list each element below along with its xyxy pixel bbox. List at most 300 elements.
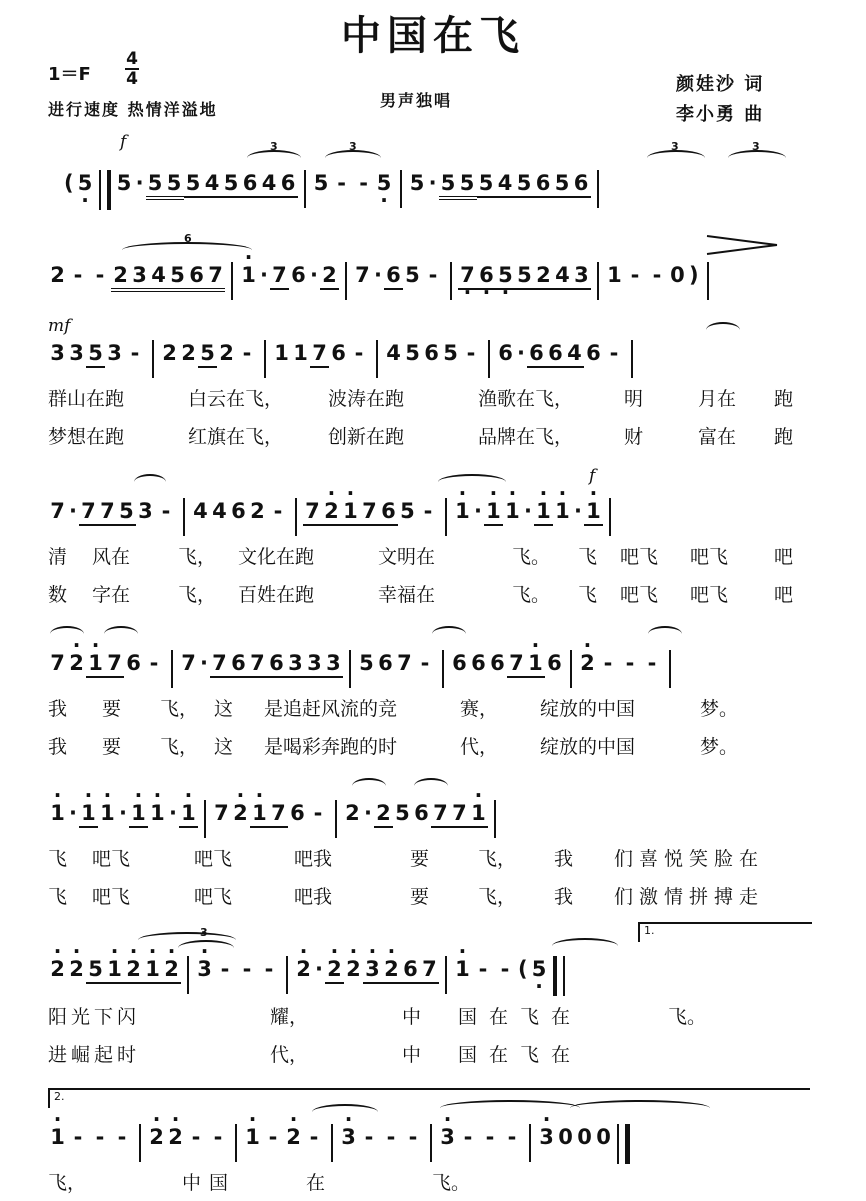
dash: - bbox=[408, 1125, 418, 1149]
note: 7 bbox=[248, 650, 267, 678]
note: 4 bbox=[212, 499, 227, 523]
dash: - bbox=[161, 499, 171, 523]
dash: - bbox=[609, 341, 619, 365]
time-signature-top: 4 bbox=[126, 49, 138, 69]
lyric: 吧飞 bbox=[690, 584, 729, 606]
score-row-7 bbox=[48, 956, 569, 996]
lyric: 国在飞在 bbox=[458, 1044, 583, 1066]
note: 3 bbox=[69, 341, 84, 365]
note: · 1 bbox=[250, 800, 269, 828]
lyric: 中国 bbox=[182, 1172, 237, 1194]
lyric: 飞， bbox=[160, 736, 199, 758]
lyric: 们喜悦笑脸在 bbox=[614, 848, 765, 870]
note: 6 bbox=[414, 801, 429, 825]
tempo-marking: 进行速度 热情洋溢地 bbox=[48, 100, 218, 119]
note: · 3 bbox=[363, 956, 382, 984]
lyric: 吧我 bbox=[294, 886, 333, 908]
slur bbox=[414, 778, 448, 794]
note: 3 bbox=[130, 262, 149, 292]
note: 6 bbox=[490, 651, 505, 675]
note: 2 bbox=[219, 341, 234, 365]
note: 5 bbox=[515, 262, 534, 290]
note: 6 bbox=[384, 262, 403, 290]
score-row-4 bbox=[48, 498, 617, 536]
final-barline bbox=[617, 1124, 630, 1164]
repeat-start-barline bbox=[99, 170, 111, 210]
note: 1 bbox=[274, 341, 289, 365]
lyric: 文明在 bbox=[378, 546, 436, 568]
volta-first-ending bbox=[638, 922, 812, 942]
augmentation-dot: · bbox=[315, 957, 323, 981]
note: 6 bbox=[401, 956, 420, 984]
barline bbox=[204, 800, 206, 838]
lyric: 国在飞在 bbox=[458, 1006, 583, 1028]
note: · 1 bbox=[553, 498, 572, 524]
lyric: 飞 bbox=[48, 886, 68, 908]
note: 0 bbox=[558, 1125, 573, 1149]
lyric: 群山在跑 bbox=[48, 388, 125, 410]
augmentation-dot: · bbox=[428, 171, 437, 195]
lyric: 我 bbox=[554, 848, 574, 870]
note: · 3 bbox=[537, 1124, 556, 1150]
augmentation-dot: · bbox=[69, 499, 77, 523]
barline bbox=[597, 262, 599, 300]
note: 7 bbox=[360, 498, 379, 526]
lyric: 中 bbox=[402, 1006, 422, 1028]
barline bbox=[264, 340, 266, 378]
note: 6 bbox=[241, 170, 260, 198]
triplet-number: 3 bbox=[349, 140, 357, 153]
lyric: 吧我 bbox=[294, 848, 333, 870]
augmentation-dot: · bbox=[517, 341, 525, 365]
augmentation-dot: · bbox=[373, 263, 382, 287]
note-paren: ) bbox=[688, 263, 699, 287]
dash: - bbox=[359, 171, 368, 195]
note: 5 · bbox=[496, 262, 515, 290]
note: 5 bbox=[477, 170, 496, 198]
lyric: 吧 bbox=[774, 584, 794, 606]
lyric: 品牌在飞， bbox=[478, 426, 574, 448]
lyric: 吧飞 bbox=[690, 546, 729, 568]
note: 7 bbox=[397, 651, 412, 675]
note: 5 bbox=[86, 956, 105, 984]
note: 3 bbox=[138, 499, 153, 523]
note: · 1 bbox=[86, 650, 105, 678]
note: 6 · bbox=[477, 262, 496, 290]
note: · 3 bbox=[195, 956, 214, 982]
score-row-2 bbox=[48, 262, 715, 300]
barline bbox=[450, 262, 452, 300]
barline bbox=[183, 498, 185, 536]
note: 6 bbox=[126, 651, 141, 675]
note: · 1 bbox=[239, 262, 258, 288]
score-row-1 bbox=[62, 170, 605, 210]
note: 4 bbox=[149, 262, 168, 292]
lyric: 吧飞 bbox=[92, 848, 131, 870]
note: 6 bbox=[527, 340, 546, 368]
note: 7 bbox=[181, 651, 196, 675]
performance-note: 男声独唱 bbox=[380, 91, 453, 110]
time-signature bbox=[125, 50, 139, 88]
slur bbox=[438, 474, 506, 490]
dash: - bbox=[507, 1125, 517, 1149]
slur bbox=[648, 626, 682, 642]
barline bbox=[430, 1124, 432, 1162]
note: 6 bbox=[534, 170, 553, 198]
lyric: 文化在跑 bbox=[238, 546, 315, 568]
lyric: 富在 bbox=[698, 426, 737, 448]
note: 7 bbox=[50, 651, 65, 675]
note: 6 bbox=[229, 650, 248, 678]
lyric: 字在 bbox=[92, 584, 131, 606]
lyric: 白云在飞， bbox=[188, 388, 284, 410]
barline bbox=[669, 650, 671, 688]
note: 5 bbox=[458, 170, 477, 200]
note: 2 bbox=[534, 262, 553, 290]
note: 5 bbox=[86, 340, 105, 368]
note: 7 bbox=[355, 263, 370, 287]
lyric: 跑 bbox=[774, 388, 794, 410]
repeat-end-barline bbox=[553, 956, 565, 996]
slur bbox=[50, 626, 84, 642]
note: 5 bbox=[168, 262, 187, 292]
dash: - bbox=[268, 1125, 278, 1149]
note: 0 bbox=[670, 263, 685, 287]
note: · 2 bbox=[166, 1124, 185, 1150]
note: 7 bbox=[79, 498, 98, 526]
note: · 1 bbox=[453, 498, 472, 524]
note: 7 bbox=[310, 340, 329, 368]
note: 6 bbox=[279, 170, 298, 198]
volta-number: 1. bbox=[644, 924, 655, 937]
note: 6 bbox=[471, 651, 486, 675]
dash: - bbox=[242, 957, 252, 981]
lyric: 飞， bbox=[478, 886, 517, 908]
key-signature: 1＝F bbox=[48, 64, 91, 85]
lyric: 飞， bbox=[160, 698, 199, 720]
note: 0 bbox=[577, 1125, 592, 1149]
note: 3 bbox=[286, 650, 305, 678]
lyric: 波涛在跑 bbox=[328, 388, 405, 410]
note: · 2 bbox=[48, 956, 67, 982]
note: · 2 bbox=[578, 650, 597, 676]
note: 6 bbox=[546, 340, 565, 368]
lyric: 渔歌在飞， bbox=[478, 388, 574, 410]
note: 4 bbox=[565, 340, 584, 368]
augmentation-dot: · bbox=[309, 263, 318, 287]
note: 3 bbox=[572, 262, 591, 290]
barline bbox=[529, 1124, 531, 1162]
dash: - bbox=[220, 957, 230, 981]
note: · 1 bbox=[341, 498, 360, 526]
barline bbox=[442, 650, 444, 688]
lyric: 是追赶风流的竞 bbox=[264, 698, 398, 720]
note: 5 bbox=[198, 340, 217, 368]
barline bbox=[400, 170, 402, 208]
lyric: 飞。 bbox=[432, 1172, 471, 1194]
note: 5 bbox=[395, 801, 410, 825]
note: · 2 bbox=[147, 1124, 166, 1150]
note: · 2 bbox=[322, 498, 341, 526]
dash: - bbox=[242, 341, 252, 365]
score-row-6 bbox=[48, 800, 502, 838]
dash: - bbox=[95, 1125, 105, 1149]
dash: - bbox=[428, 263, 438, 287]
dash: - bbox=[463, 1125, 473, 1149]
augmentation-dot: · bbox=[473, 499, 482, 523]
lyric: 飞。 bbox=[668, 1006, 707, 1028]
note: 7 bbox=[50, 499, 65, 523]
note: 7 bbox=[507, 650, 526, 678]
slur bbox=[134, 474, 166, 490]
augmentation-dot: · bbox=[200, 651, 208, 675]
note: · 1 bbox=[105, 956, 124, 984]
dash: - bbox=[337, 171, 346, 195]
barline bbox=[349, 650, 351, 688]
note: 3 bbox=[324, 650, 343, 678]
lyric: 我 bbox=[48, 698, 68, 720]
note: 5 · bbox=[76, 170, 95, 196]
volta-number: 2. bbox=[54, 1090, 65, 1103]
score-row-8 bbox=[48, 1124, 634, 1164]
barline bbox=[235, 1124, 237, 1162]
lyric: 飞 bbox=[578, 546, 598, 568]
note: · 1 bbox=[148, 800, 167, 826]
augmentation-dot: · bbox=[363, 801, 372, 825]
lyric: 们激情拼搏走 bbox=[614, 886, 765, 908]
note: · 2 bbox=[162, 956, 181, 984]
slur bbox=[104, 626, 138, 642]
lyric: 要 bbox=[410, 886, 430, 908]
tie bbox=[570, 1100, 710, 1116]
note: 4 bbox=[203, 170, 222, 198]
lyric: 飞， bbox=[178, 546, 217, 568]
dash: - bbox=[500, 957, 510, 981]
slur bbox=[432, 626, 466, 642]
lyric: 飞， bbox=[478, 848, 517, 870]
note: · 2 bbox=[325, 956, 344, 984]
barline bbox=[609, 498, 611, 536]
dash: - bbox=[313, 801, 323, 825]
note: 5 bbox=[515, 170, 534, 198]
lyric: 飞。 bbox=[512, 546, 551, 568]
note: 5 bbox=[439, 170, 458, 200]
augmentation-dot: · bbox=[523, 499, 532, 523]
lyric: 飞。 bbox=[512, 584, 551, 606]
note: · 1 bbox=[48, 800, 67, 826]
note: 5 bbox=[359, 651, 374, 675]
slur bbox=[352, 778, 386, 794]
note: 7 bbox=[420, 956, 439, 984]
dash: - bbox=[652, 263, 662, 287]
lyric: 飞 bbox=[578, 584, 598, 606]
time-signature-bottom: 4 bbox=[126, 69, 138, 89]
lyric: 吧飞 bbox=[194, 886, 233, 908]
note: 5 bbox=[146, 170, 165, 200]
note: 7 bbox=[214, 801, 229, 825]
note: 6 bbox=[378, 651, 393, 675]
lyric: 明 bbox=[624, 388, 644, 410]
lyric: 阳光下闪 bbox=[48, 1006, 141, 1028]
triplet-number: 3 bbox=[270, 140, 278, 153]
score-row-5 bbox=[48, 650, 677, 688]
dash: - bbox=[95, 263, 105, 287]
note: · 3 bbox=[438, 1124, 457, 1150]
dash: - bbox=[130, 341, 140, 365]
note: · 1 bbox=[179, 800, 198, 828]
note: 5 bbox=[409, 171, 425, 195]
note: 2 bbox=[374, 800, 393, 828]
dash: - bbox=[625, 651, 635, 675]
note: 5 bbox=[405, 263, 420, 287]
lyric: 这 bbox=[214, 736, 234, 758]
note: 7 · bbox=[458, 262, 477, 290]
barline bbox=[335, 800, 337, 838]
note: 2 bbox=[162, 341, 177, 365]
note: · 1 bbox=[243, 1124, 262, 1150]
dash: - bbox=[73, 1125, 83, 1149]
dash: - bbox=[420, 651, 430, 675]
note: 6 bbox=[187, 262, 206, 292]
note: 7 bbox=[105, 650, 124, 678]
note: 5 bbox=[165, 170, 184, 200]
note: · 3 bbox=[339, 1124, 358, 1150]
dash: - bbox=[149, 651, 159, 675]
note: 1 bbox=[607, 263, 622, 287]
barline bbox=[488, 340, 490, 378]
barline bbox=[139, 1124, 141, 1162]
note: 7 bbox=[98, 498, 117, 526]
barline bbox=[494, 800, 496, 838]
barline bbox=[445, 498, 447, 536]
note: · 2 bbox=[231, 800, 250, 826]
lyric: 进崛起时 bbox=[48, 1044, 141, 1066]
note: 5 bbox=[184, 170, 203, 198]
note: · 1 bbox=[584, 498, 603, 526]
lyric: 百姓在跑 bbox=[238, 584, 315, 606]
note: 6 bbox=[498, 341, 513, 365]
note: · 1 bbox=[526, 650, 545, 678]
lyric: 风在 bbox=[92, 546, 131, 568]
augmentation-dot: · bbox=[69, 801, 77, 825]
note: 2 bbox=[111, 262, 130, 292]
note: 5 bbox=[222, 170, 241, 198]
note: 6 bbox=[547, 651, 562, 675]
lyric: 在 bbox=[306, 1172, 326, 1194]
dynamic-forte: f bbox=[589, 466, 596, 486]
note: 4 bbox=[386, 341, 401, 365]
note: 5 · bbox=[530, 956, 549, 982]
note: 2 bbox=[320, 262, 339, 290]
note: · 1 bbox=[98, 800, 117, 826]
dash: - bbox=[603, 651, 613, 675]
note: 5 · bbox=[375, 170, 394, 196]
dash: - bbox=[478, 957, 488, 981]
dash: - bbox=[466, 341, 476, 365]
dash: - bbox=[191, 1125, 201, 1149]
lyric: 创新在跑 bbox=[328, 426, 405, 448]
lyric: 我 bbox=[554, 886, 574, 908]
note: · 2 bbox=[284, 1124, 303, 1150]
note: 4 bbox=[553, 262, 572, 290]
dash: - bbox=[309, 1125, 319, 1149]
song-title: 中国在飞 bbox=[341, 13, 525, 59]
barline bbox=[171, 650, 173, 688]
note: · 2 bbox=[344, 956, 363, 982]
note: · 2 bbox=[67, 956, 86, 982]
augmentation-dot: · bbox=[135, 171, 144, 195]
lyric: 我 bbox=[48, 736, 68, 758]
lyric: 吧飞 bbox=[92, 886, 131, 908]
lyric: 耀， bbox=[270, 1006, 309, 1028]
note: 7 bbox=[431, 800, 450, 828]
dash: - bbox=[386, 1125, 396, 1149]
barline bbox=[152, 340, 154, 378]
dash: - bbox=[213, 1125, 223, 1149]
note: 5 bbox=[400, 499, 415, 523]
decrescendo-hairpin bbox=[705, 234, 780, 256]
note: 6 bbox=[572, 170, 591, 198]
slur bbox=[706, 322, 740, 338]
lyric: 数 bbox=[48, 584, 68, 606]
barline bbox=[631, 340, 633, 378]
note: 6 bbox=[291, 263, 306, 287]
note: 2 bbox=[345, 801, 360, 825]
barline bbox=[597, 170, 599, 208]
note: 7 bbox=[270, 262, 289, 290]
lyricist-credit: 颜娃沙 词 bbox=[676, 74, 765, 95]
note: 4 bbox=[496, 170, 515, 198]
note-paren: ( bbox=[517, 957, 528, 981]
dynamic-mezzo-forte: mf bbox=[48, 316, 71, 336]
dash: - bbox=[364, 1125, 374, 1149]
note: 7 bbox=[206, 262, 225, 292]
barline bbox=[331, 1124, 333, 1162]
note: · 1 bbox=[503, 498, 522, 524]
note: 3 bbox=[305, 650, 324, 678]
lyric: 绽放的中国 bbox=[540, 698, 636, 720]
lyric: 清 bbox=[48, 546, 68, 568]
note: · 2 bbox=[67, 650, 86, 676]
note: 3 bbox=[107, 341, 122, 365]
augmentation-dot: · bbox=[573, 499, 582, 523]
triplet-number: 3 bbox=[752, 140, 760, 153]
note: 5 bbox=[116, 171, 132, 195]
lyric: 飞， bbox=[48, 1172, 87, 1194]
note: 3 bbox=[50, 341, 65, 365]
lyric: 红旗在飞， bbox=[188, 426, 284, 448]
lyric: 梦。 bbox=[700, 698, 739, 720]
dash: - bbox=[647, 651, 657, 675]
barline bbox=[376, 340, 378, 378]
note: 0 bbox=[596, 1125, 611, 1149]
barline bbox=[445, 956, 447, 994]
slur bbox=[312, 1104, 378, 1120]
barline bbox=[295, 498, 297, 536]
lyric: 梦。 bbox=[700, 736, 739, 758]
lyric: 财 bbox=[624, 426, 644, 448]
note: · 1 bbox=[469, 800, 488, 828]
lyric: 这 bbox=[214, 698, 234, 720]
dash: - bbox=[117, 1125, 127, 1149]
dash: - bbox=[485, 1125, 495, 1149]
note: 5 bbox=[405, 341, 420, 365]
note: 6 bbox=[267, 650, 286, 678]
note-paren: ( bbox=[64, 171, 74, 195]
note: · 1 bbox=[453, 956, 472, 982]
triplet-number: 3 bbox=[200, 926, 208, 939]
dash: - bbox=[354, 341, 364, 365]
